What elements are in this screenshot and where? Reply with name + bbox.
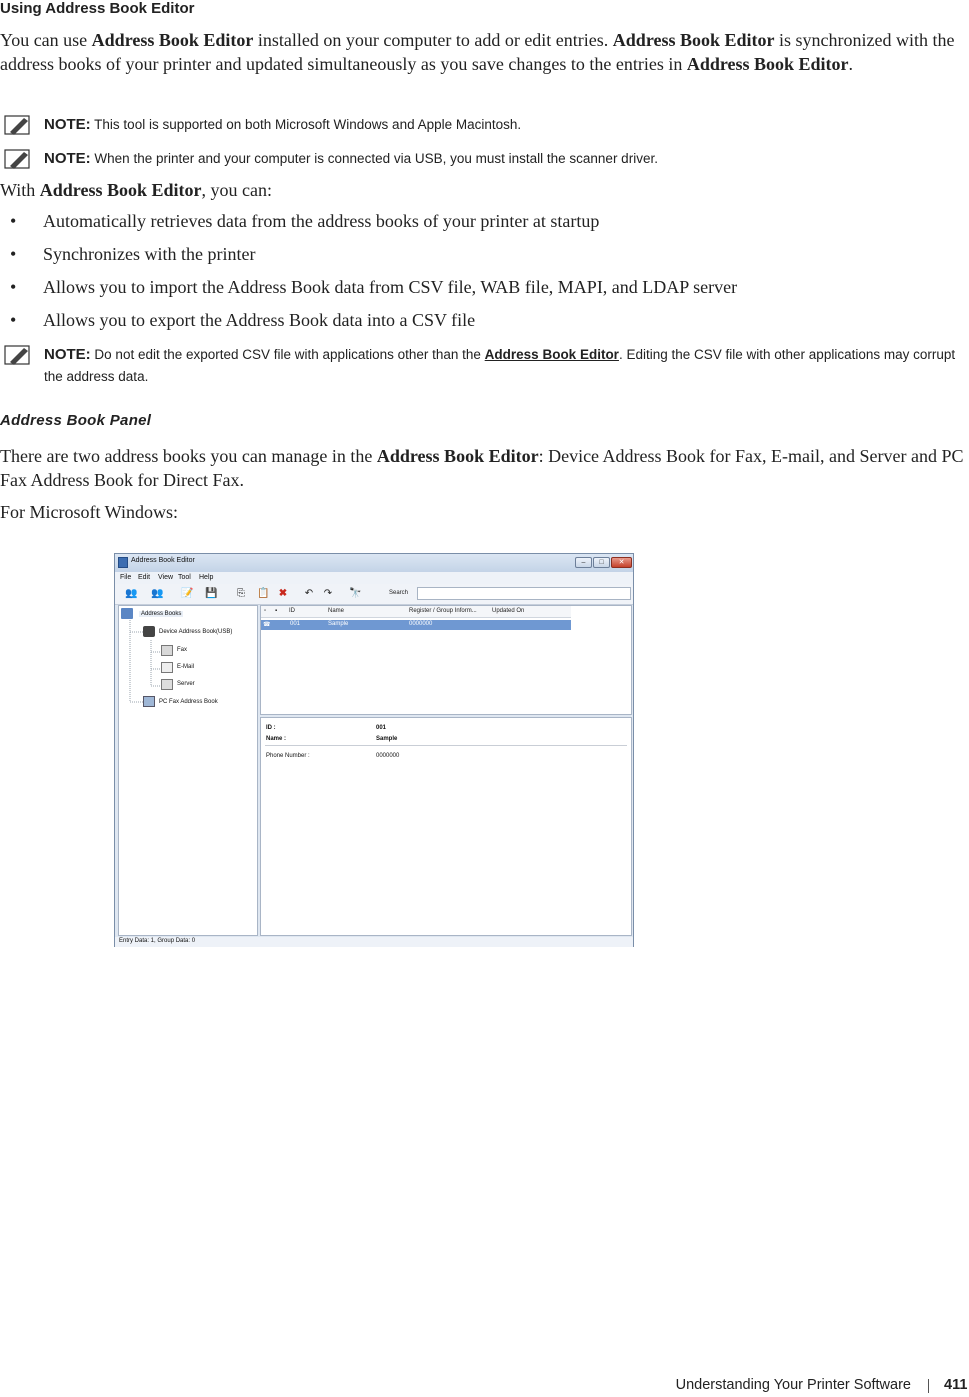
table-row[interactable] — [261, 620, 571, 630]
row-id: 001 — [290, 621, 301, 627]
minimize-button[interactable]: – — [575, 557, 592, 568]
note-3: NOTE: Do not edit the exported CSV file with applications other than the Address Book Editor. Editing the CSV file with other applications may corrupt the address data. — [0, 344, 965, 388]
column-register[interactable]: Register / Group Inform... — [409, 608, 477, 614]
entry-detail — [260, 717, 632, 936]
detail-phone-label: Phone Number : — [266, 753, 310, 759]
list-item: • Allows you to import the Address Book data from CSV file, WAB file, MAPI, and LDAP server — [10, 277, 738, 297]
redo-icon[interactable]: ↷ — [323, 588, 333, 599]
fax-icon — [161, 645, 173, 656]
new-entry-icon[interactable]: 👥 — [125, 588, 138, 599]
status-bar — [115, 937, 633, 947]
maximize-button[interactable]: □ — [593, 557, 610, 568]
close-button[interactable]: ✕ — [611, 557, 632, 568]
pc-fax-icon — [143, 696, 155, 707]
with-line: With Address Book Editor, you can: — [0, 180, 272, 200]
tree-item-device-address-book[interactable]: Device Address Book(USB) — [159, 629, 233, 635]
tree-item-server[interactable]: Server — [177, 681, 195, 687]
page-number: 411 — [944, 1377, 968, 1393]
paste-icon[interactable]: 📋 — [257, 588, 270, 599]
undo-icon[interactable]: ↶ — [304, 588, 314, 599]
tree-item-email[interactable]: E-Mail — [177, 664, 195, 670]
address-book-tree — [118, 605, 258, 936]
tree-item-fax[interactable]: Fax — [177, 647, 188, 653]
list-item: • Automatically retrieves data from the address books of your printer at startup — [10, 211, 600, 231]
tree-item-address-books[interactable]: Address Books — [141, 611, 182, 617]
intro-paragraph: You can use Address Book Editor installed on your computer to add or edit entries. Address Book Editor is synchronized with the address books of your printer and updated simultaneously as you save changes to the entries in Address Book Editor. — [0, 30, 955, 74]
menu-bar — [115, 572, 633, 584]
detail-id-label: ID : — [266, 725, 276, 731]
server-icon — [161, 679, 173, 690]
column-updated-on[interactable]: Updated On — [492, 608, 525, 614]
contact-icon: ☎ — [263, 622, 271, 628]
search-input[interactable] — [417, 587, 631, 600]
address-book-editor-window — [114, 553, 634, 947]
note-1: NOTE: This tool is supported on both Microsoft Windows and Apple Macintosh. — [0, 114, 965, 136]
note-pencil-icon — [4, 148, 32, 170]
menu-file[interactable]: File — [120, 574, 132, 581]
status-text: Entry Data: 1, Group Data: 0 — [119, 938, 196, 944]
title-bar — [115, 554, 633, 572]
find-icon[interactable]: 🔭 — [349, 588, 362, 599]
footer-chapter: Understanding Your Printer Software — [675, 1377, 911, 1393]
panel-paragraph: There are two address books you can manage in the Address Book Editor: Device Address Book for Fax, E-mail, and Server and PC Fax Address Book for Direct Fax. — [0, 446, 964, 490]
menu-tool[interactable]: Tool — [178, 574, 191, 581]
column-name[interactable]: Name — [328, 608, 345, 614]
edit-icon[interactable]: 📝 — [181, 588, 194, 599]
windows-label: For Microsoft Windows: — [0, 502, 178, 522]
detail-name-label: Name : — [266, 736, 287, 742]
printer-icon — [143, 626, 155, 637]
footer-divider — [928, 1379, 929, 1393]
save-icon[interactable]: 💾 — [205, 588, 218, 599]
new-group-icon[interactable]: 👥 — [151, 588, 164, 599]
list-header — [261, 606, 571, 618]
entry-list — [260, 605, 632, 715]
delete-icon[interactable]: ✖ — [278, 588, 288, 599]
address-books-icon — [121, 608, 133, 619]
section-title: Using Address Book Editor — [0, 0, 195, 17]
window-title: Address Book Editor — [131, 557, 195, 564]
menu-help[interactable]: Help — [199, 574, 214, 581]
column-id[interactable]: ID — [289, 608, 295, 614]
row-register: 0000000 — [409, 621, 433, 627]
feature-list — [0, 208, 900, 340]
detail-name-value: Sample — [376, 736, 398, 742]
entry-type-column-icon: ▫ — [264, 608, 267, 614]
subheading: Address Book Panel — [0, 412, 152, 429]
note-pencil-icon — [4, 114, 32, 136]
detail-phone-value: 0000000 — [376, 753, 400, 759]
row-name: Sample — [328, 621, 349, 627]
tree-item-pc-fax-address-book[interactable]: PC Fax Address Book — [159, 699, 218, 705]
note-pencil-icon — [4, 344, 32, 366]
copy-icon[interactable]: ⎘ — [237, 588, 245, 599]
detail-id-value: 001 — [376, 725, 387, 731]
app-icon — [118, 557, 128, 568]
email-icon — [161, 662, 173, 673]
menu-view[interactable]: View — [158, 574, 174, 581]
search-label: Search — [389, 590, 409, 596]
list-item: • Synchronizes with the printer — [10, 244, 256, 264]
note-2: NOTE: When the printer and your computer is connected via USB, you must install the scanner driver. — [0, 148, 965, 170]
list-item: • Allows you to export the Address Book data into a CSV file — [10, 310, 476, 330]
group-column-icon: ▪ — [275, 608, 278, 614]
page-footer — [0, 1377, 969, 1397]
toolbar — [115, 584, 633, 605]
menu-edit[interactable]: Edit — [138, 574, 151, 581]
detail-divider — [265, 745, 627, 746]
